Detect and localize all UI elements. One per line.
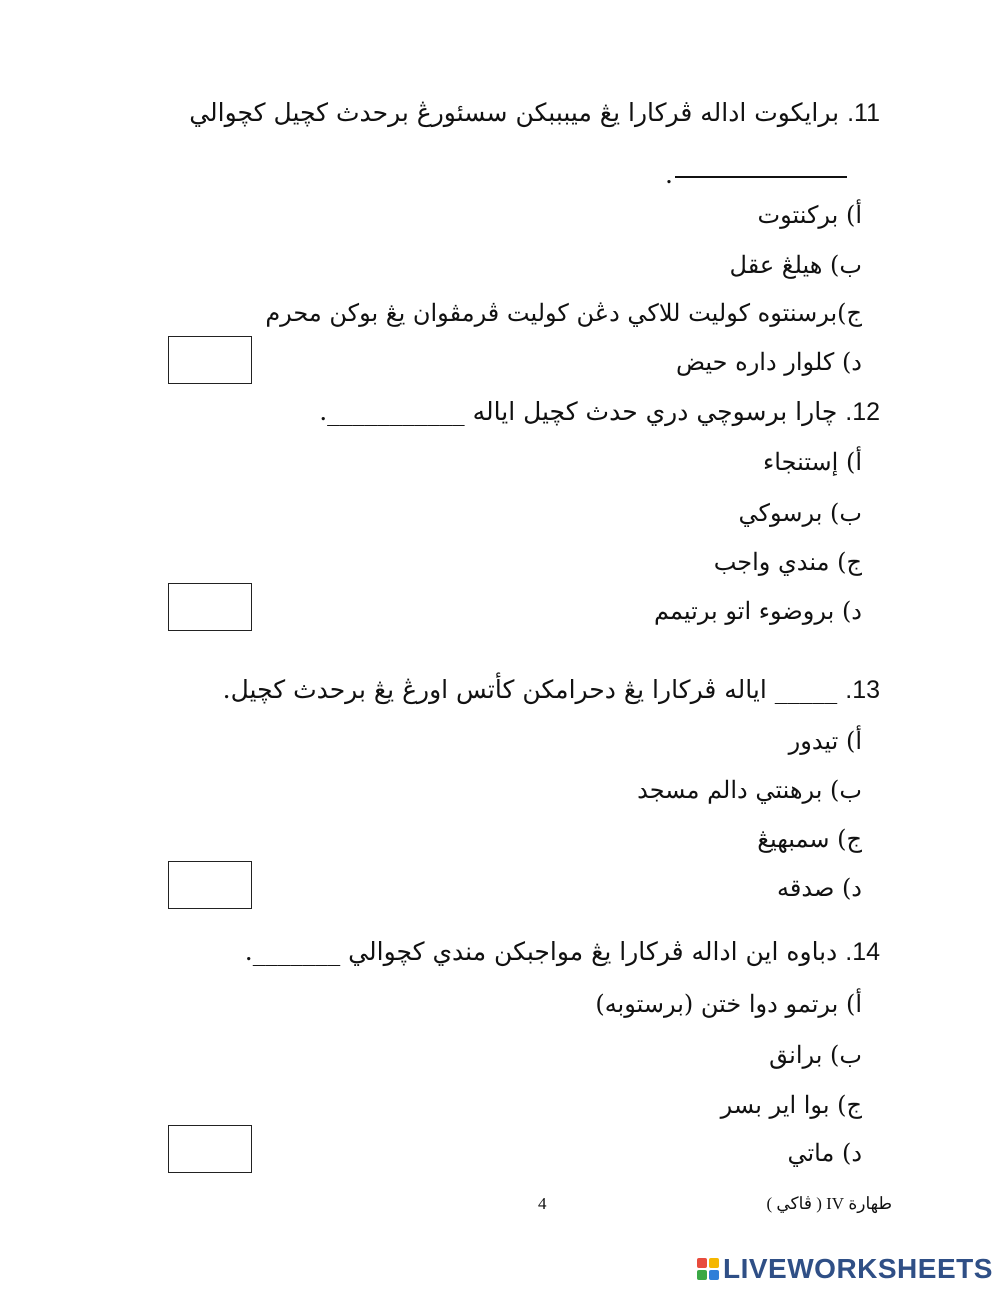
option-c: ج) مندي واجب [713, 548, 862, 576]
question-text: برايكوت اداله ڤركارا يڠ ميبببكن سسئورڠ برحدث كچيل كچوالي [189, 98, 840, 127]
question-text: دباوه اين اداله ڤركارا يڠ مواجبكن مندي كچوالي _______. [244, 937, 838, 966]
option-a: أ) إستنجاء [762, 448, 862, 476]
question-11-continuation: . [665, 160, 673, 189]
liveworksheets-logo[interactable] [697, 1254, 993, 1284]
option-b: ب) برهنتي دالم مسجد [637, 776, 862, 804]
option-b: ب) برانق [769, 1041, 862, 1069]
option-d: د) ماتي [787, 1139, 862, 1167]
answer-box-12[interactable] [168, 583, 252, 631]
option-d: د) كلوار داره حيض [676, 348, 862, 376]
question-text: چارا برسوچي دري حدث كچيل اياله ___________. [319, 397, 838, 426]
option-c: ج) سمبهيڠ [757, 825, 862, 853]
brand-name: LIVEWORKSHEETS [723, 1253, 993, 1284]
answer-box-13[interactable] [168, 861, 252, 909]
answer-box-14[interactable] [168, 1125, 252, 1173]
option-d: د) بروضوء اتو برتيمم [654, 597, 862, 625]
answer-blank-line [675, 176, 847, 178]
option-a: أ) بركنتوت [757, 201, 862, 229]
option-b: ب) هيلڠ عقل [729, 251, 862, 279]
question-11 [189, 96, 880, 130]
option-c: ج) بوا اير بسر [720, 1091, 862, 1119]
footer-title: طهارة IV ( ڤاكي ) [766, 1194, 892, 1213]
option-c: ج)برسنتوه كوليت للاكي دڠن كوليت ڤرمڤوان يڠ بوكن محرم [265, 299, 862, 327]
option-d: د) صدقه [777, 874, 862, 902]
question-12 [319, 395, 880, 429]
option-a: أ) تيدور [788, 727, 862, 755]
question-number: 13. [845, 676, 880, 704]
question-13 [223, 673, 880, 707]
question-text: _____ اياله ڤركارا يڠ دحرامكن كأتس اورڠ يڠ برحدث كچيل. [222, 675, 838, 704]
logo-icon [697, 1258, 719, 1280]
question-14 [245, 935, 880, 969]
page-number: 4 [538, 1194, 547, 1213]
question-number: 11. [847, 99, 880, 127]
answer-box-11[interactable] [168, 336, 252, 384]
question-number: 14. [845, 938, 880, 966]
option-a: أ) برتمو دوا ختن (برستوبه) [595, 990, 862, 1018]
option-b: ب) برسوكي [738, 499, 862, 527]
question-number: 12. [845, 398, 880, 426]
